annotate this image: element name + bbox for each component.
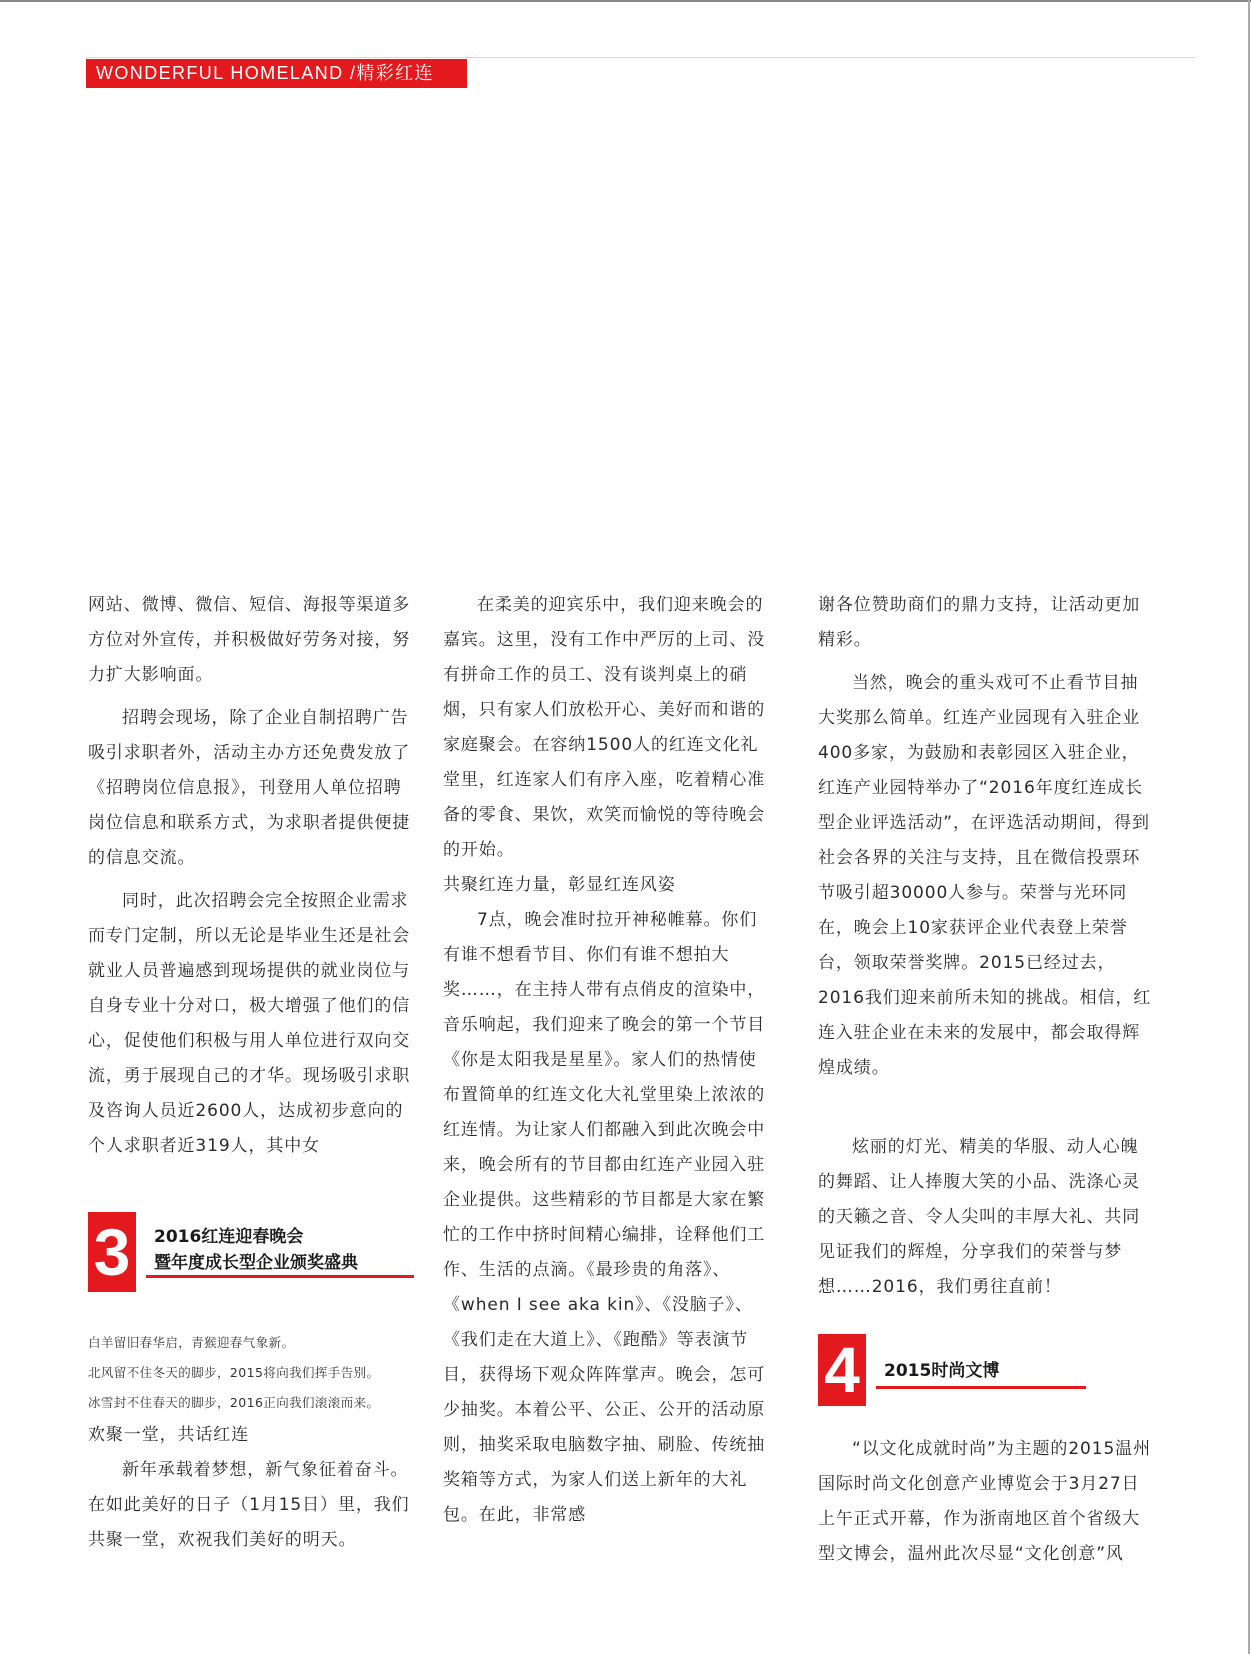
- article-column-3: [818, 588, 1154, 1305]
- article-column-1-bottom: [88, 1328, 413, 1558]
- section-4-heading: [818, 1334, 1088, 1406]
- section-number: 3: [88, 1212, 136, 1292]
- poem-line: 冰雪封不住春天的脚步，2016正向我们滚滚而来。: [88, 1395, 380, 1410]
- section-title: 2015时尚文博: [884, 1361, 1000, 1381]
- section-title-line-1: 2016红连迎春晚会: [154, 1227, 304, 1247]
- paragraph: 在柔美的迎宾乐中，我们迎来晚会的嘉宾。这里，没有工作中严厉的上司、没有拼命工作的员工、没有谈判桌上的硝烟，只有家人们放松开心、美好而和谐的家庭聚会。在容纳1500人的红连文化礼堂里，红连家人们有序入座，吃着精心准备的零食、果饮，欢笑而愉悦的等待晚会的开始。: [443, 595, 766, 860]
- page-right-border: [1248, 0, 1250, 1654]
- subheading: 欢聚一堂，共话红连: [88, 1425, 250, 1445]
- paragraph: “以文化成就时尚”为主题的2015温州国际时尚文化创意产业博览会于3月27日上午正式开幕，作为浙南地区首个省级大型文博会，温州此次尽显“文化创意”风: [818, 1439, 1151, 1564]
- poem-line: 北风留不住冬天的脚步，2015将向我们挥手告别。: [88, 1365, 380, 1380]
- paragraph: 新年承载着梦想，新气象征着奋斗。在如此美好的日子（1月15日）里，我们共聚一堂，欢祝我们美好的明天。: [88, 1460, 410, 1550]
- paragraph: 炫丽的灯光、精美的华服、动人心魄的舞蹈、让人捧腹大笑的小品、洗涤心灵的天籁之音、令人尖叫的丰厚大礼、共同见证我们的辉煌，分享我们的荣誉与梦想……2016，我们勇往直前！: [818, 1137, 1141, 1297]
- article-column-1: [88, 588, 413, 1164]
- article-column-3-bottom: [818, 1432, 1154, 1572]
- paragraph: 同时，此次招聘会完全按照企业需求而专门定制，所以无论是毕业生还是社会就业人员普遍感到现场提供的就业岗位与自身专业十分对口，极大增强了他们的信心，促使他们积极与用人单位进行双向交流，勇于展现自己的才华。现场吸引求职及咨询人员近2600人，达成初步意向的个人求职者近319人，其中女: [88, 891, 411, 1156]
- paragraph: 当然，晚会的重头戏可不止看节目抽大奖那么简单。红连产业园现有入驻企业400多家，为鼓励和表彰园区入驻企业，红连产业园特举办了“2016年度红连成长型企业评选活动”，在评选活动期间，得到社会各界的关注与支持，且在微信投票环节吸引超30000人参与。荣誉与光环同在，晚会上10家获评企业代表登上荣誉台，领取荣誉奖牌。2015已经过去，2016我们迎来前所未知的挑战。相信，红连入驻企业在未来的发展中，都会取得辉煌成绩。: [818, 673, 1152, 1078]
- paragraph: 7点，晚会准时拉开神秘帷幕。你们有谁不想看节目、你们有谁不想拍大奖……，在主持人带有点俏皮的渲染中，音乐响起，我们迎来了晚会的第一个节目《你是太阳我是星星》。家人们的热情使布置简单的红连文化大礼堂里染上浓浓的红连情。为让家人们都融入到此次晚会中来，晚会所有的节目都由红连产业园入驻企业提供。这些精彩的节目都是大家在繁忙的工作中挤时间精心编排，诠释他们工作、生活的点滴。《最珍贵的角落》、《when I see aka kin》、《没脑子》、《我们走在大道上》、《跑酷》等表演节目，获得场下观众阵阵掌声。晚会，怎可少抽奖。本着公平、公正、公开的活动原则，抽奖采取电脑数字抽、刷脸、传统抽奖箱等方式，为家人们送上新年的大礼包。在此，非常感: [443, 910, 766, 1525]
- poem-line: 白羊留旧春华启，青猴迎春气象新。: [88, 1335, 295, 1350]
- section-number: 4: [818, 1334, 866, 1406]
- section-title-line-2: 暨年度成长型企业颁奖盛典: [154, 1253, 358, 1273]
- header-rule: [86, 57, 1196, 58]
- article-column-2: [443, 588, 768, 1533]
- subheading: 共聚红连力量，彰显红连风姿: [443, 875, 676, 895]
- page-top-border: [0, 0, 1251, 2]
- paragraph: 谢各位赞助商们的鼎力支持，让活动更加精彩。: [818, 595, 1141, 650]
- section-underline: [876, 1386, 1086, 1389]
- photo-area: [86, 92, 1196, 572]
- section-3-heading: [88, 1212, 418, 1292]
- section-underline: [146, 1275, 414, 1278]
- paragraph: 招聘会现场，除了企业自制招聘广告吸引求职者外，活动主办方还免费发放了《招聘岗位信息报》，刊登用人单位招聘岗位信息和联系方式，为求职者提供便捷的信息交流。: [88, 708, 411, 868]
- paragraph: 网站、微博、微信、短信、海报等渠道多方位对外宣传，并积极做好劳务对接，努力扩大影响面。: [88, 595, 411, 685]
- section-label: WONDERFUL HOMELAND /精彩红连: [86, 59, 467, 88]
